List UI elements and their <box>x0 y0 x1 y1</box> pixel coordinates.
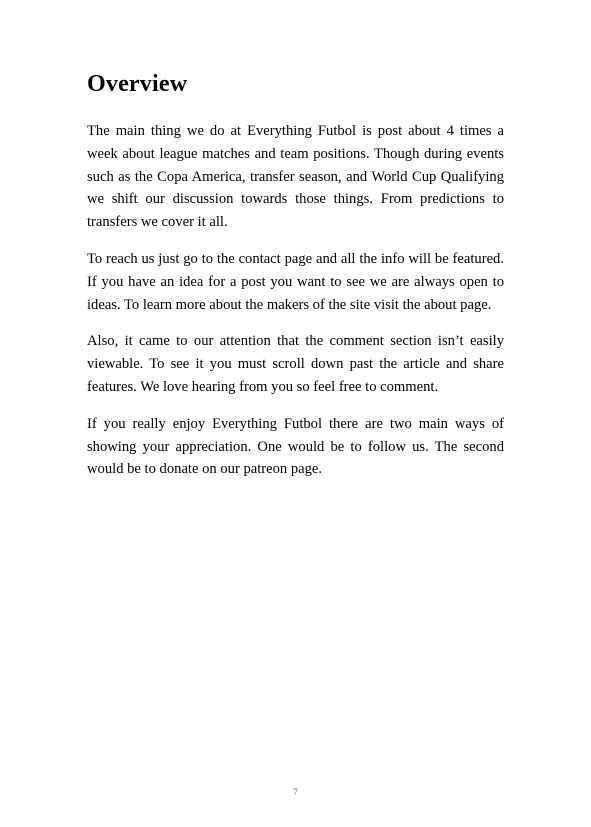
section-heading: Overview <box>87 71 188 97</box>
body-text <box>87 120 504 495</box>
paragraph-comment-section: Also, it came to our attention that the comment section isn’t easily viewable. To see it you must scroll down past the article and share features. We love hearing from you so feel free to comment. <box>87 333 504 395</box>
paragraph-posting-schedule: The main thing we do at Everything Futbol is post about 4 times a week about league matches and team positions. Though during events such as the Copa America, transfer season, and World Cup Qualifying we shift our discussion towards those things. From predictions to transfers we cover it all. <box>87 123 504 231</box>
paragraph-contact-info: To reach us just go to the contact page and all the info will be featured. If you have an idea for a post you want to see we are always open to ideas. To learn more about the makers of the site visit the about page. <box>87 250 504 313</box>
page-number: 7 <box>293 787 298 797</box>
paragraph-support: If you really enjoy Everything Futbol there are two main ways of showing your appreciation. One would be to follow us. The second would be to donate on our patreon page. <box>87 415 504 478</box>
